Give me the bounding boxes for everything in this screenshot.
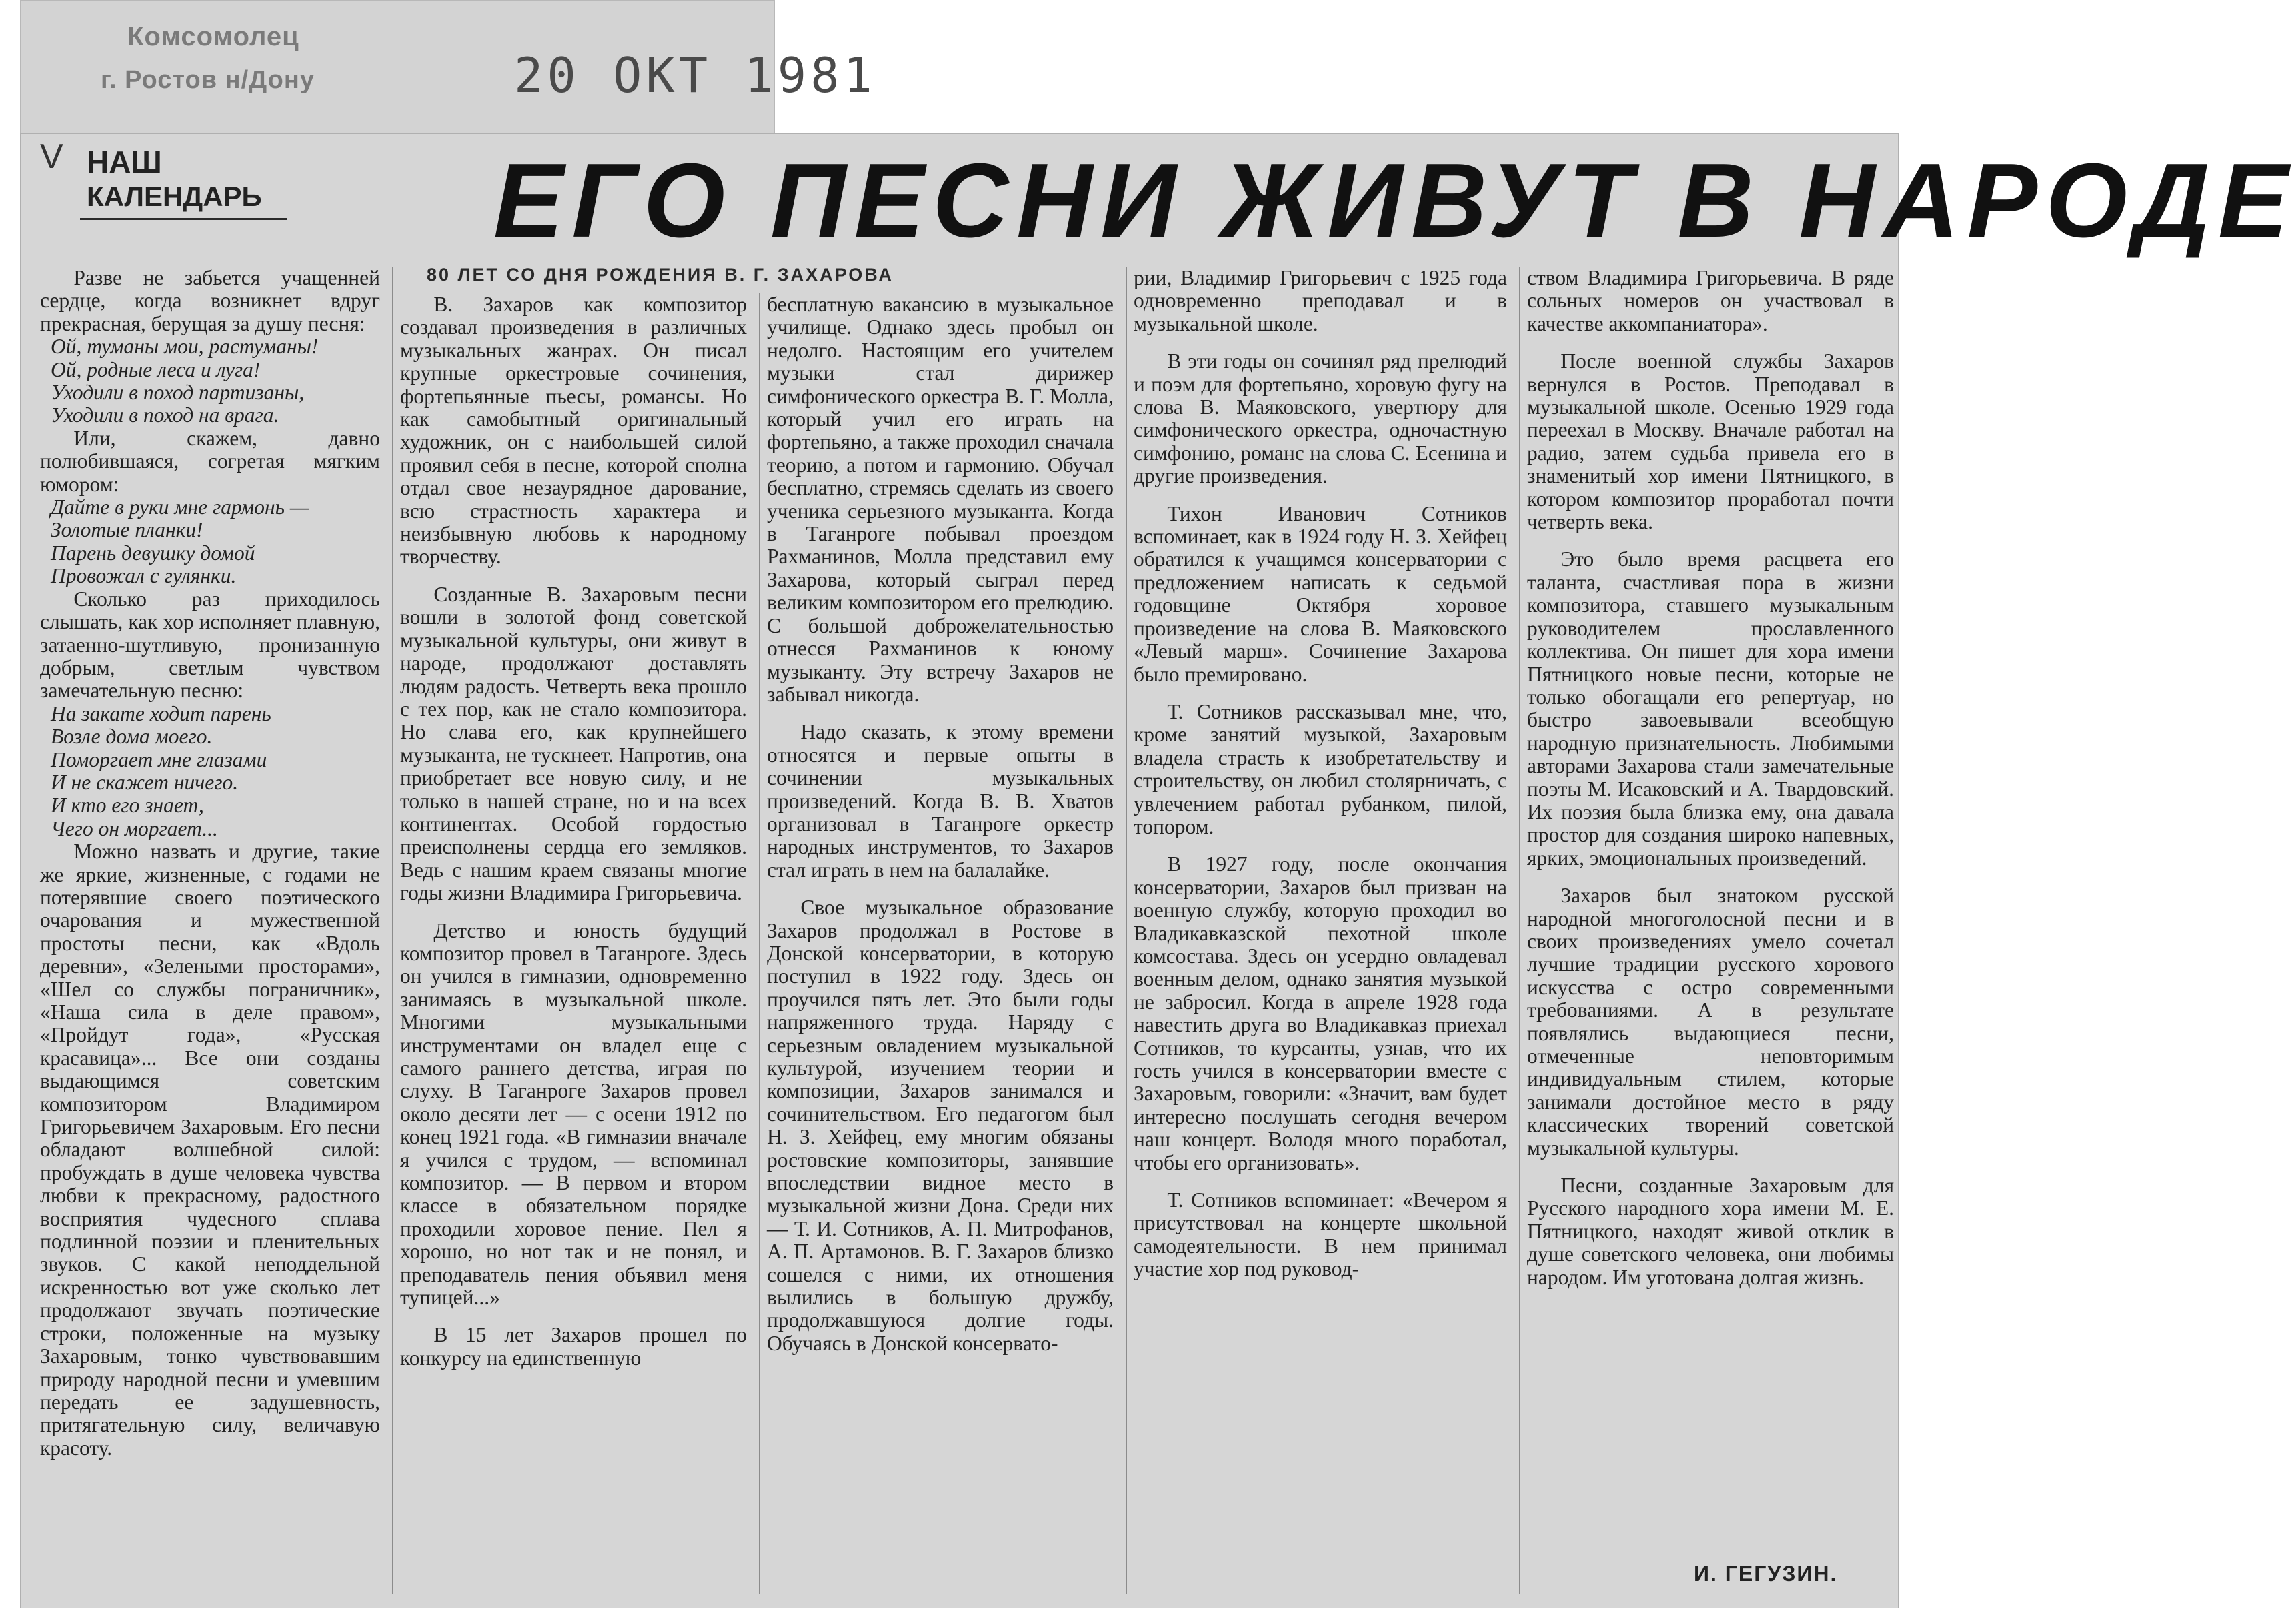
date-stamp: 20 ОКТ 1981	[514, 47, 876, 103]
paragraph: Т. Сотников рассказывал мне, что, кроме занятий музыкой, Захаровым владела страсть к изобретательству и строительству, он любил столярничать, с увлечением работал рубанком, пилой, топором.	[1134, 699, 1507, 838]
paragraph: Тихон Иванович Сотников вспоминает, как в 1924 году Н. З. Хейфец обратился к учащимся консерватории с предложением написать к седьмой годовщине Октября хоровое произведение на слова В. Маяковского «Левый марш». Сочинение Захарова было премировано.	[1134, 501, 1507, 686]
paragraph: Песни, созданные Захаровым для Русского народного хора имени М. Е. Пятницкого, находят живой отклик в душе советского человека, они любимы народом. Им уготована долгая жизнь.	[1527, 1174, 1894, 1289]
newspaper-name-stamp: Комсомолец	[127, 22, 299, 51]
article-column-3	[767, 293, 1114, 1355]
column-divider	[1126, 267, 1127, 1594]
verse-line: Уходили в поход на врага.	[51, 403, 279, 427]
verse-line: Ой, родные леса и луга!	[51, 357, 261, 381]
article-column-2	[400, 293, 747, 1370]
paragraph: Можно назвать и другие, такие же яркие, жизненные, с годами не потерявшие своего поэтического очарования и мужественной простоты песни, как «Вдоль деревни», «Зелеными просторами», «Шел со службы пограничник», «Наша сила в деле правом», «Пройдут года», «Русская красавица»... Все они созданы выдающимся советским композитором Владимиром Григорьевичем Захаровым. Его песни обладают волшебной силой: пробуждать в душе человека чувства любви к прекрасному, радостного восприятия чудесного сплава подлинной поэзии и пленительных звуков. С какой неподдельной искренностью вот уже сколько лет продолжают звучать поэтические строки, положенные на музыку Захаровым, тонко чувствовавшим природу народной песни и умевшим передать ее задушевность, притягательную силу, величавую красоту.	[40, 840, 380, 1460]
verse	[40, 496, 380, 588]
verse-line: Золотые планки!	[51, 518, 203, 542]
paragraph: В. Захаров как композитор создавал произведения в различных музыкальных жанрах. Он писал крупные оркестровые сочинения, фортепьянные пьесы, романсы. Но как самобытный оригинальный художник, он с наибольшей силой проявил себя в песне, которой сполна отдал свое незаурядное дарование, всю страстность характера и неизбывную любовь к народному творчеству.	[400, 293, 747, 569]
author-byline: И. ГЕГУЗИН.	[1694, 1562, 1838, 1586]
paragraph: Т. Сотников вспоминает: «Вечером я присутствовал на концерте школьной самодеятельности. В нем принимал участие хор под руковод-	[1134, 1188, 1507, 1281]
subheadline: 80 ЛЕТ СО ДНЯ РОЖДЕНИЯ В. Г. ЗАХАРОВА	[427, 265, 894, 285]
paragraph: После военной службы Захаров вернулся в Ростов. Преподавал в музыкальной школе. Осенью 1929 года переехал в Москву. Вначале работал на радио, затем судьба привела его в знаменитый хор имени Пятницкого, в котором композитор проработал почти четверть века.	[1527, 349, 1894, 534]
rubric-underline	[80, 218, 287, 220]
verse-line: Чего он моргает...	[51, 816, 218, 840]
check-mark: V	[40, 137, 63, 176]
verse-line: Ой, туманы мои, растуманы!	[51, 335, 319, 359]
paragraph: ством Владимира Григорьевича. В ряде сольных номеров он участвовал в качестве аккомпаниатора».	[1527, 266, 1894, 335]
verse	[40, 335, 380, 427]
paragraph: Свое музыкальное образование Захаров продолжал в Ростове в Донской консерватории, в которую поступил в 1922 году. Здесь он проучился пять лет. Это были годы напряженного труда. Наряду с серьезным овладением музыкальной культурой, изучением теории и композиции, Захаров занимался и сочинительством. Его педагогом был Н. З. Хейфец, ему многим обязаны ростовские композиторы, занявшие впоследствии видное место в музыкальной жизни Дона. Среди них — Т. И. Сотников, А. П. Митрофанов, А. П. Артамонов. В. Г. Захаров близко сошелся с ними, их отношения вылились в большую дружбу, продолжавшуюся долгие годы. Обучаясь в Донской консервато-	[767, 896, 1114, 1355]
paragraph: Сколько раз приходилось слышать, как хор исполняет плавную, затаенно-шутливую, пронизанную добрым, светлым чувством замечательную песню:	[40, 587, 380, 703]
headline: ЕГО ПЕСНИ ЖИВУТ В НАРОДЕ	[493, 142, 2296, 259]
verse-line: На закате ходит парень	[51, 701, 271, 725]
verse-line: Уходили в поход партизаны,	[51, 381, 305, 405]
paragraph: Захаров был знатоком русской народной многоголосной песни и в своих произведениях умело сочетал лучшие традиции русского хорового искусства с остро современными требованиями. А в результате появлялись выдающиеся песни, отмеченные неповторимым индивидуальным стилем, которые занимали достойное место в ряду классических творений советской музыкальной культуры.	[1527, 884, 1894, 1160]
verse-line: Дайте в руки мне гармонь —	[51, 495, 309, 519]
city-stamp: г. Ростов н/Дону	[101, 66, 315, 94]
column-divider	[392, 267, 393, 1594]
clipping-header-strip	[20, 0, 876, 138]
article-column-1	[40, 267, 380, 1460]
paragraph: Или, скажем, давно полюбившаяся, согретая мягким юмором:	[40, 426, 380, 496]
paragraph: бесплатную вакансию в музыкальное училище. Однако здесь пробыл он недолго. Настоящим его учителем музыки стал дирижер симфонического оркестра В. Г. Молла, который учил его играть на фортепьяно, а также проходил сначала теорию, а потом и гармонию. Обучал бесплатно, стремясь сделать из своего ученика серьезного музыканта. Когда в Таганроге побывал проездом Рахманинов, Молла представил ему Захарова, который сыграл перед великим композитором его прелюдию. С большой доброжелательностью отнесся Рахманинов к юному музыканту. Эту встречу Захаров не забывал никогда.	[767, 293, 1114, 706]
article-column-4	[1134, 267, 1507, 1281]
paragraph: В эти годы он сочинял ряд прелюдий и поэм для фортепьяно, хоровую фугу на слова В. Маяковского, увертюру для симфонического оркестра, одночастную симфонию, романс на слова С. Есенина и другие произведения.	[1134, 349, 1507, 488]
verse	[40, 703, 380, 840]
column-divider	[1519, 267, 1520, 1594]
paragraph: рии, Владимир Григорьевич с 1925 года одновременно преподавал и в музыкальной школе.	[1134, 266, 1507, 335]
rubric	[87, 147, 262, 211]
paragraph: Надо сказать, к этому времени относятся и первые опыты в сочинении музыкальных произведений. Когда В. В. Хватов организовал в Таганроге оркестр народных инструментов, то Захаров стал играть в нем на балалайке.	[767, 720, 1114, 882]
paragraph: Созданные В. Захаровым песни вошли в золотой фонд советской музыкальной культуры, они живут в народе, продолжают доставлять людям радость. Четверть века прошло с тех пор, как не стало композитора. Но слава его, как крупнейшего музыканта, не тускнеет. Напротив, она приобретает все новую силу, и не только в нашей стране, но и на всех континентах. Особой гордостью преисполнены сердца его земляков. Ведь с нашим краем связаны многие годы жизни Владимира Григорьевича.	[400, 582, 747, 905]
paragraph: В 15 лет Захаров прошел по конкурсу на единственную	[400, 1323, 747, 1370]
paragraph: Разве не забьется учащенней сердце, когда возникнет вдруг прекрасная, берущая за душу песня:	[40, 266, 380, 335]
verse-line: Провожал с гулянки.	[51, 564, 237, 588]
verse-line: Возле дома моего.	[51, 725, 213, 749]
verse-line: Парень девушку домой	[51, 541, 255, 565]
verse-line: И кто его знает,	[51, 793, 204, 818]
column-divider	[759, 293, 760, 1594]
paragraph: Детство и юность будущий композитор провел в Таганроге. Здесь он учился в гимназии, одновременно занимаясь в музыкальной школе. Многими музыкальными инструментами он владел еще с самого раннего детства, играя по слуху. В Таганроге Захаров провел около десяти лет — с осени 1912 по конец 1921 года. «В гимназии вначале я учился с трудом, — вспоминал композитор. — В первом и втором классе в обязательном порядке проходили хоровое пение. Пел я хорошо, но нот так и не понял, и преподаватель пения объявил меня тупицей...»	[400, 918, 747, 1310]
rubric-line-2: КАЛЕНДАРЬ	[87, 181, 262, 212]
article-column-5	[1527, 267, 1894, 1289]
verse-line: Поморгает мне глазами	[51, 747, 267, 771]
verse-line: И не скажет ничего.	[51, 770, 239, 794]
paragraph: В 1927 году, после окончания консерватории, Захаров был призван на военную службу, которую проходил во Владикавказской пехотной школе комсостава. Здесь он усердно овладевал военным делом, однако занятия музыкой не забросил. Когда в апреле 1928 года навестить друга во Владикавказ приехал Сотников, то курсанты, узнав, что их гость учился в консерватории вместе с Захаровым, говорили: «Значит, вам будет интересно послушать сегодня вечером наш концерт. Володя много поработал, чтобы его организовать».	[1134, 852, 1507, 1174]
rubric-line-1: НАШ	[87, 145, 162, 179]
paragraph: Это было время расцвета его таланта, счастливая пора в жизни композитора, ставшего музыкальным руководителем прославленного коллектива. Он пишет для хора имени Пятницкого новые песни, которые не только обогащали его репертуар, но быстро завоевывали всеобщую народную признательность. Любимыми авторами Захарова стали замечательные поэты М. Исаковский и А. Твардовский. Их поэзия была близка ему, она давала простор для создания широко напевных, ярких, эмоциональных произведений.	[1527, 547, 1894, 870]
